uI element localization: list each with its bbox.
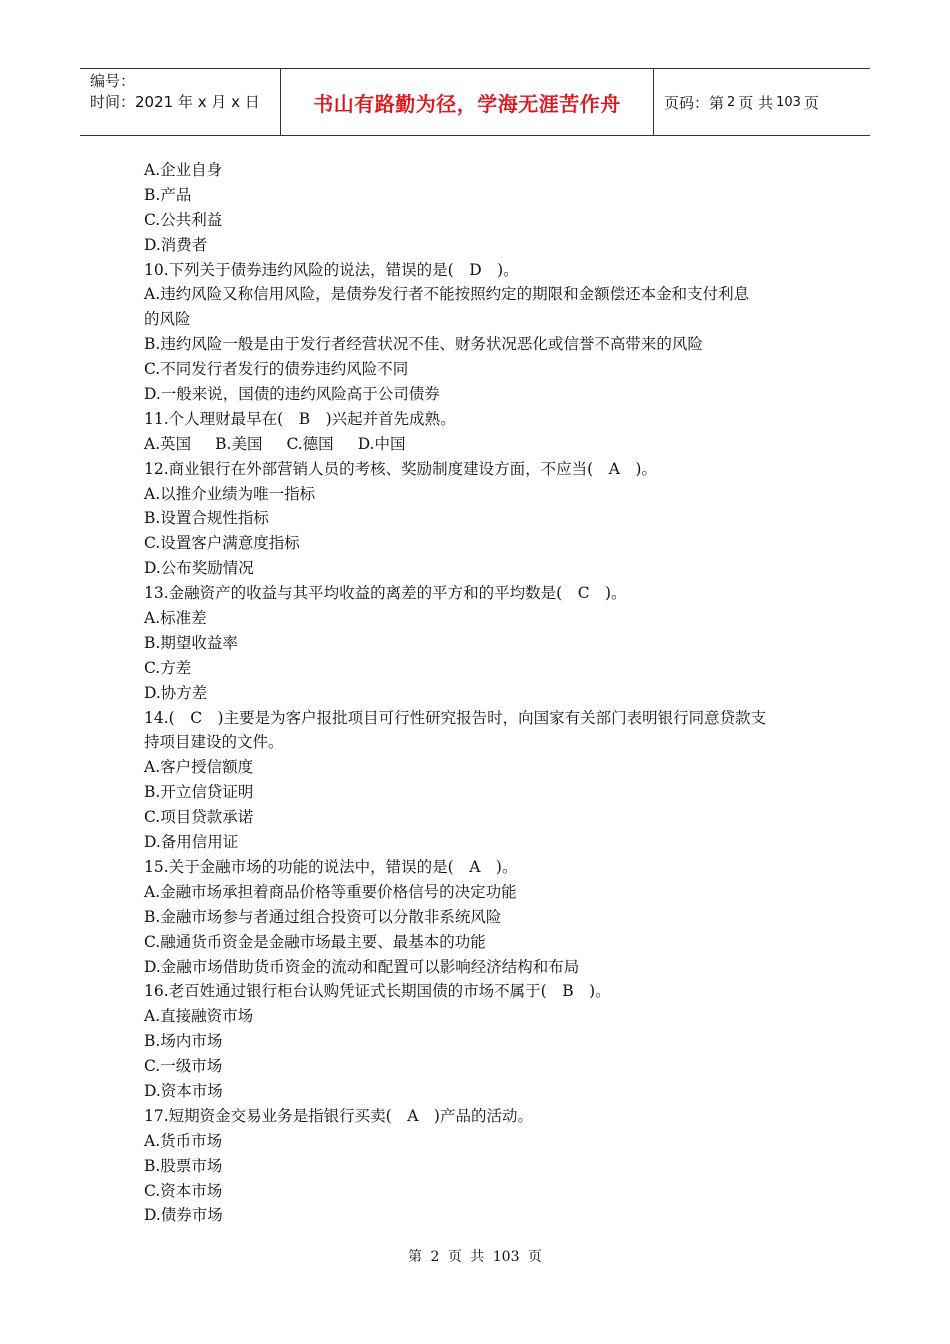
text-line: A.直接融资市场 [144,1007,254,1026]
text-line: C.设置客户满意度指标 [144,534,300,553]
text-line: B.股票市场 [144,1156,223,1175]
text-line: D.消费者 [144,235,208,254]
header-meta-cell [80,69,281,135]
text-line: C.方差 [144,658,192,677]
text-line: 持项目建设的文件。 [144,733,284,752]
text-line: D.资本市场 [144,1081,223,1100]
text-line: A.以推介业绩为唯一指标 [144,484,316,503]
page-suffix: 页 [803,93,819,112]
text-line: B.违约风险一般是由于发行者经营状况不佳、财务状况恶化或信誉不高带来的风险 [144,335,703,354]
page-footer: 第 2 页 共 103 页 [408,1249,542,1265]
text-line: D.债券市场 [144,1206,223,1225]
text-line: C.项目贷款承诺 [144,808,254,827]
page-mid: 页 共 [738,93,774,112]
question-16: 16.老百姓通过银行柜台认购凭证式长期国债的市场不属于( B )。 [144,982,611,1001]
text-line: C.资本市场 [144,1181,223,1200]
text-line: A.违约风险又称信用风险，是债券发行者不能按照约定的期限和金额偿还本金和支付利息 [144,285,750,304]
text-line: D.一般来说，国债的违约风险高于公司债券 [144,385,440,404]
text-line: A.金融市场承担着商品价格等重要价格信号的决定功能 [144,882,517,901]
text-line: C.公共利益 [144,210,223,229]
text-line: A.货币市场 [144,1131,223,1150]
question-10: 10.下列关于债券违约风险的说法，错误的是( D )。 [144,260,519,279]
question-17: 17.短期资金交易业务是指银行买卖( A )产品的活动。 [144,1106,533,1125]
text-line: B.设置合规性指标 [144,509,269,528]
option: C.德国 [286,434,334,453]
page-header [80,68,870,136]
option: A.英国 [144,434,192,453]
option: B.美国 [215,434,263,453]
text-line: A.标准差 [144,609,207,628]
text-line: 的风险 [144,310,191,329]
header-motto: 书山有路勤为径，学海无涯苦作舟 [313,91,621,116]
page-total: 103 [776,94,801,110]
text-line: A.客户授信额度 [144,758,254,777]
text-line: D.备用信用证 [144,833,239,852]
document-number-label: 编号： [90,72,136,90]
text-line: C.不同发行者发行的债券违约风险不同 [144,360,409,379]
page-number: 2 [727,94,736,110]
text-line: B.金融市场参与者通过组合投资可以分散非系统风险 [144,907,502,926]
text-line: C.融通货币资金是金融市场最主要、最基本的功能 [144,932,486,951]
question-15: 15.关于金融市场的功能的说法中，错误的是( A )。 [144,857,518,876]
option: D.中国 [357,434,406,453]
question-11-options [144,432,814,457]
text-line: B.期望收益率 [144,633,238,652]
text-line: B.产品 [144,185,192,204]
question-13: 13.金融资产的收益与其平均收益的离差的平方和的平均数是( C )。 [144,584,627,603]
text-line: D.协方差 [144,683,208,702]
text-line: A.企业自身 [144,161,223,179]
text-line: B.场内市场 [144,1032,223,1051]
header-page-cell [654,69,870,135]
question-14: 14.( C )主要是为客户报批项目可行性研究报告时，向国家有关部门表明银行同意贷款支 [144,708,767,727]
text-line: D.公布奖励情况 [144,559,254,578]
page-prefix: 页码：第 [664,93,725,112]
question-11: 11.个人理财最早在( B )兴起并首先成熟。 [144,409,456,428]
text-line: D.金融市场借助货币资金的流动和配置可以影响经济结构和布局 [144,957,580,976]
header-motto-cell [281,69,654,135]
text-line: B.开立信贷证明 [144,783,254,802]
document-body [144,158,814,1228]
question-12: 12.商业银行在外部营销人员的考核、奖励制度建设方面，不应当( A )。 [144,459,657,478]
document-time-label: 时间：2021 年 x 月 x 日 [90,93,260,111]
text-line: C.一级市场 [144,1057,223,1076]
